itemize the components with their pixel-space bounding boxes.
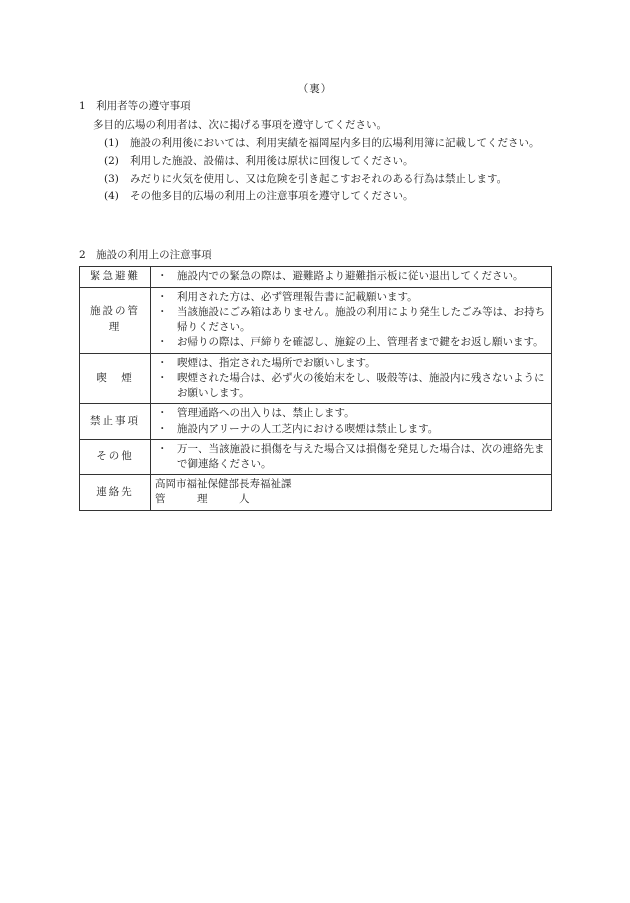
bullet-symbol: ・ bbox=[157, 442, 168, 455]
row-category: 禁止事項 bbox=[80, 404, 151, 439]
bullet-item bbox=[155, 305, 547, 335]
bullet-text: 当該施設にごみ箱はありません。施設の利用により発生したごみ等は、お持ち帰りください。 bbox=[177, 305, 546, 334]
row-content bbox=[151, 267, 552, 288]
bullet-symbol: ・ bbox=[157, 422, 168, 435]
row-content bbox=[151, 404, 552, 439]
contact-manager: 管 理 人 bbox=[155, 493, 250, 506]
row-category: その他 bbox=[80, 439, 151, 474]
list-item bbox=[104, 189, 554, 205]
table-row bbox=[80, 475, 552, 510]
section2-heading: 2 施設の利用上の注意事項 bbox=[79, 249, 212, 261]
section1-intro: 多目的広場の利用者は、次に掲げる事項を遵守してください。 bbox=[93, 119, 387, 131]
bullet-item bbox=[155, 356, 547, 371]
table-row bbox=[80, 404, 552, 439]
row-category: 連絡先 bbox=[80, 475, 151, 510]
bullet-item bbox=[155, 371, 547, 401]
bullet-symbol: ・ bbox=[157, 305, 168, 318]
bullet-item bbox=[155, 290, 547, 305]
list-item bbox=[104, 136, 554, 152]
bullet-text: 喫煙は、指定された場所でお願いします。 bbox=[177, 356, 376, 369]
bullet-symbol: ・ bbox=[157, 356, 168, 369]
table-row bbox=[80, 353, 552, 404]
notes-table bbox=[79, 266, 552, 511]
bullet-text: 管理通路への出入りは、禁止します。 bbox=[177, 407, 355, 420]
list-item-text: 施設の利用後においては、利用実績を福岡屋内多目的広場利用簿に記載してください。 bbox=[130, 137, 540, 149]
bullet-text: お帰りの際は、戸締りを確認し、施錠の上、管理者まで鍵をお返し願います。 bbox=[177, 336, 544, 349]
bullet-text: 喫煙された場合は、必ず火の後始末をし、吸殻等は、施設内に残さないようにお願いします。 bbox=[177, 371, 545, 400]
list-item bbox=[104, 172, 554, 188]
bullet-item bbox=[155, 335, 547, 350]
bullet-item bbox=[155, 442, 547, 472]
list-item-number: (4) bbox=[104, 190, 119, 203]
bullet-symbol: ・ bbox=[157, 407, 168, 420]
list-item-text: その他多目的広場の利用上の注意事項を遵守してください。 bbox=[130, 190, 414, 203]
row-content bbox=[151, 287, 552, 353]
row-category: 施設の管理 bbox=[80, 287, 151, 353]
row-category: 喫 煙 bbox=[80, 353, 151, 404]
bullet-item bbox=[155, 269, 547, 284]
row-content bbox=[151, 439, 552, 474]
bullet-symbol: ・ bbox=[157, 290, 168, 303]
bullet-text: 万一、当該施設に損傷を与えた場合又は損傷を発見した場合は、次の連絡先まで御連絡ください。 bbox=[177, 442, 545, 470]
page-title: （裏） bbox=[297, 83, 333, 95]
bullet-symbol: ・ bbox=[157, 371, 168, 384]
row-category: 緊急避難 bbox=[80, 267, 151, 288]
section1-list bbox=[104, 136, 554, 207]
list-item-number: (1) bbox=[104, 137, 119, 149]
list-item bbox=[104, 154, 554, 170]
table-row bbox=[80, 267, 552, 288]
table-row bbox=[80, 287, 552, 353]
list-item-number: (2) bbox=[104, 154, 119, 167]
bullet-text: 施設内アリーナの人工芝内における喫煙は禁止します。 bbox=[177, 422, 439, 435]
table-row bbox=[80, 439, 552, 474]
list-item-text: 利用した施設、設備は、利用後は原状に回復してください。 bbox=[130, 154, 414, 167]
list-item-number: (3) bbox=[104, 172, 119, 185]
bullet-text: 利用された方は、必ず管理報告書に記載願います。 bbox=[177, 290, 418, 303]
list-item-text: みだりに火気を使用し、又は危険を引き起こすおそれのある行為は禁止します。 bbox=[130, 172, 508, 185]
row-content bbox=[151, 353, 552, 404]
bullet-symbol: ・ bbox=[157, 336, 168, 349]
contact-department: 高岡市福祉保健部長寿福祉課 bbox=[155, 478, 292, 491]
bullet-item bbox=[155, 406, 547, 421]
bullet-symbol: ・ bbox=[157, 270, 168, 283]
row-content bbox=[151, 475, 552, 510]
bullet-item bbox=[155, 422, 547, 437]
section1-heading: 1 利用者等の遵守事項 bbox=[79, 100, 191, 112]
bullet-text: 施設内での緊急の際は、避難路より避難指示板に従い退出してください。 bbox=[177, 270, 524, 283]
